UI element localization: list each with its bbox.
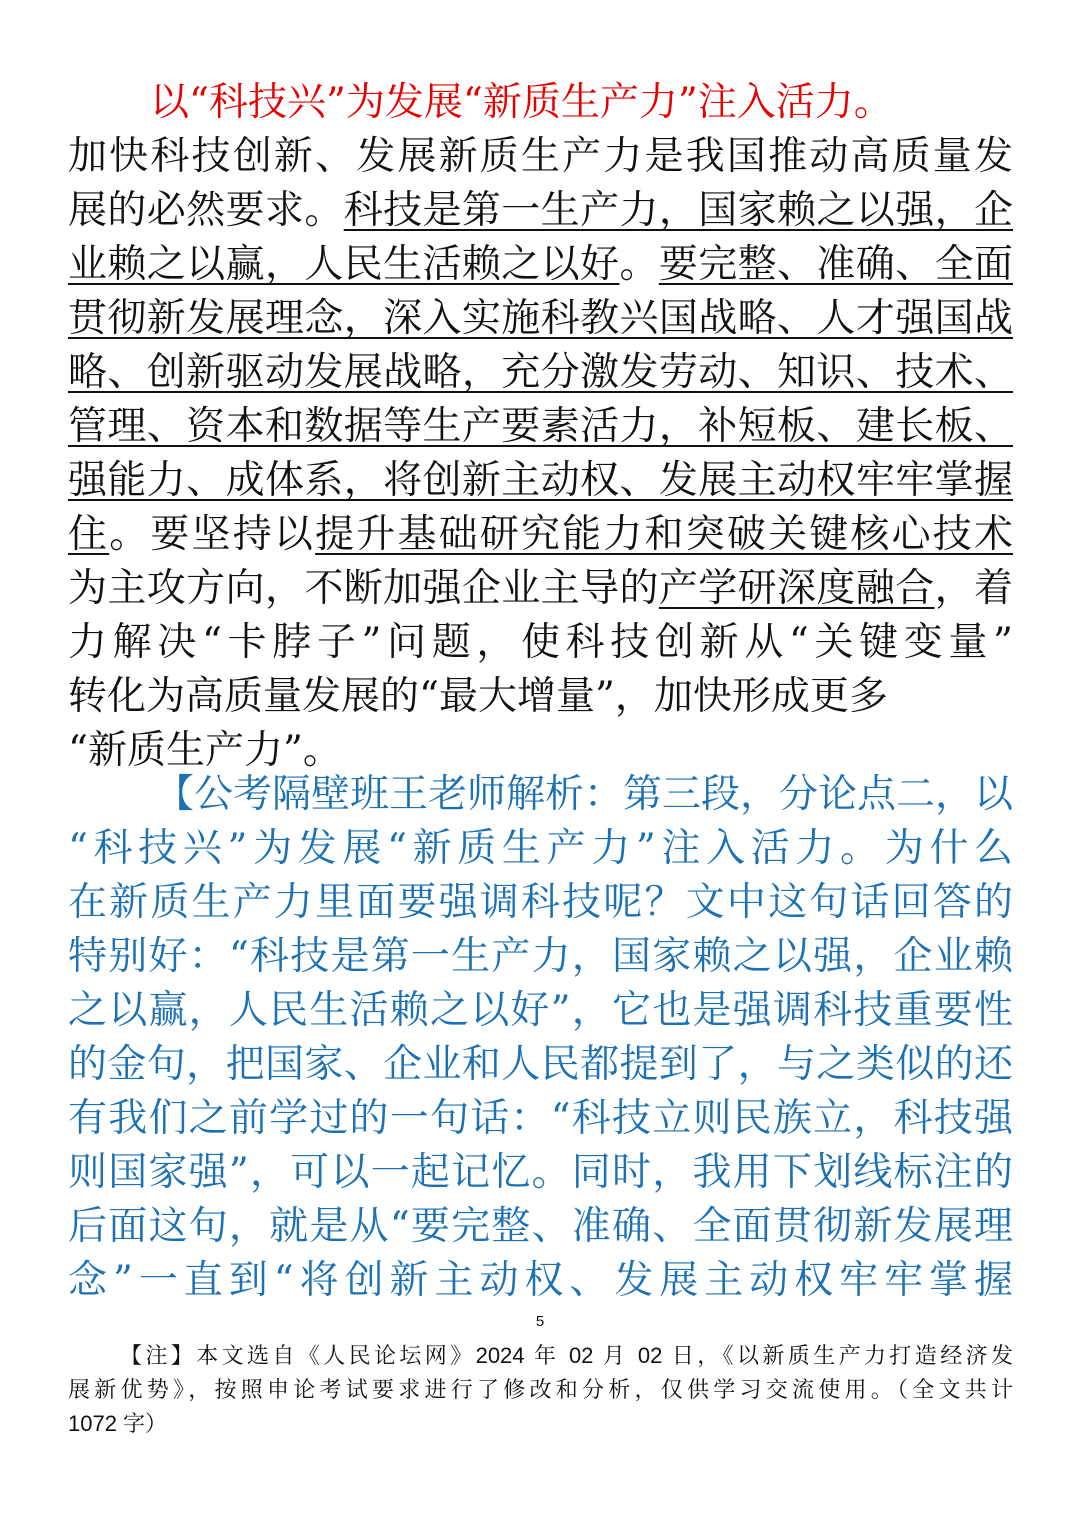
analysis-line: 有我们之前学过的一句话：“科技立则民族立，科技强 xyxy=(68,1096,1013,1141)
underlined-text: 住 xyxy=(68,512,110,557)
analysis-line: “科技兴”为发展“新质生产力”注入活力。为什么 xyxy=(68,826,1013,871)
paragraph-line xyxy=(68,726,1013,776)
paragraph-line xyxy=(68,294,1013,344)
paragraph-text: 。要坚持以 xyxy=(109,512,316,557)
paragraph-line xyxy=(68,348,1013,398)
underlined-text: 科技是第一生产力，国家赖之以强，企 xyxy=(343,188,1013,233)
paragraph-line xyxy=(68,510,1013,560)
paragraph-text: 为主攻方向，不断加强企业主导的 xyxy=(68,566,659,611)
underlined-text: 强能力、成体系，将创新主动权、发展主动权牢牢掌握 xyxy=(68,458,1013,503)
underlined-text: 略、创新驱动发展战略，充分激发劳动、知识、技术、 xyxy=(68,350,1013,395)
note-line: 【注】本文选自《人民论坛网》2024 年 02 月 02 日，《以新质生产力打造经济发 xyxy=(120,1343,1013,1368)
underlined-text: 要完整、准确、全面 xyxy=(658,242,1013,287)
paragraph-line xyxy=(68,186,1013,236)
note-line: 展新优势》，按照申论考试要求进行了修改和分析，仅供学习交流使用。（全文共计 xyxy=(68,1377,1013,1402)
paragraph-text: 转化为高质量发展的“最大增量”，加快形成更多 xyxy=(68,674,888,719)
paragraph-line xyxy=(68,564,1013,614)
analysis-line: 后面这句，就是从“要完整、准确、全面贯彻新发展理 xyxy=(68,1204,1013,1249)
paragraph-line xyxy=(68,132,1013,182)
paragraph-line xyxy=(68,240,1013,290)
analysis-line: 之以赢，人民生活赖之以好”，它也是强调科技重要性 xyxy=(68,988,1013,1033)
analysis-line: 念”一直到“将创新主动权、发展主动权牢牢掌握 xyxy=(68,1258,1013,1303)
paragraph-text: “新质生产力”。 xyxy=(68,728,342,773)
section-heading: 以“科技兴”为发展“新质生产力”注入活力。 xyxy=(150,80,893,125)
underlined-text: 管理、资本和数据等生产要素活力，补短板、建长板、 xyxy=(68,404,1013,449)
paragraph-text: 力解决“卡脖子”问题，使科技创新从“关键变量” xyxy=(68,620,1013,665)
analysis-line: 在新质生产力里面要强调科技呢？文中这句话回答的 xyxy=(68,880,1013,925)
analysis-line: 【公考隔壁班王老师解析：第三段，分论点二，以 xyxy=(155,772,1014,817)
analysis-line: 的金句，把国家、企业和人民都提到了，与之类似的还 xyxy=(68,1042,1013,1087)
underlined-text: 产学研深度融合 xyxy=(658,566,935,611)
analysis-line: 则国家强”，可以一起记忆。同时，我用下划线标注的 xyxy=(68,1150,1013,1195)
paragraph-text: 加快科技创新、发展新质生产力是我国推动高质量发 xyxy=(68,134,1013,179)
paragraph-text: 展的必然要求。 xyxy=(68,188,344,233)
underlined-text: 提升基础研究能力和突破关键核心技术 xyxy=(315,512,1013,557)
analysis-line: 特别好：“科技是第一生产力，国家赖之以强，企业赖 xyxy=(68,934,1013,979)
underlined-text: 业赖之以赢，人民生活赖之以好 xyxy=(68,242,620,287)
paragraph-line xyxy=(68,402,1013,452)
paragraph-line xyxy=(68,672,1013,722)
paragraph-text: ，着 xyxy=(934,566,1013,611)
page-number: 5 xyxy=(535,1313,545,1330)
note-line: 1072 字） xyxy=(68,1411,168,1436)
paragraph-line xyxy=(68,456,1013,506)
paragraph-text: 。 xyxy=(619,242,659,287)
underlined-text: 贯彻新发展理念，深入实施科教兴国战略、人才强国战 xyxy=(68,296,1013,341)
paragraph-line xyxy=(68,618,1013,668)
